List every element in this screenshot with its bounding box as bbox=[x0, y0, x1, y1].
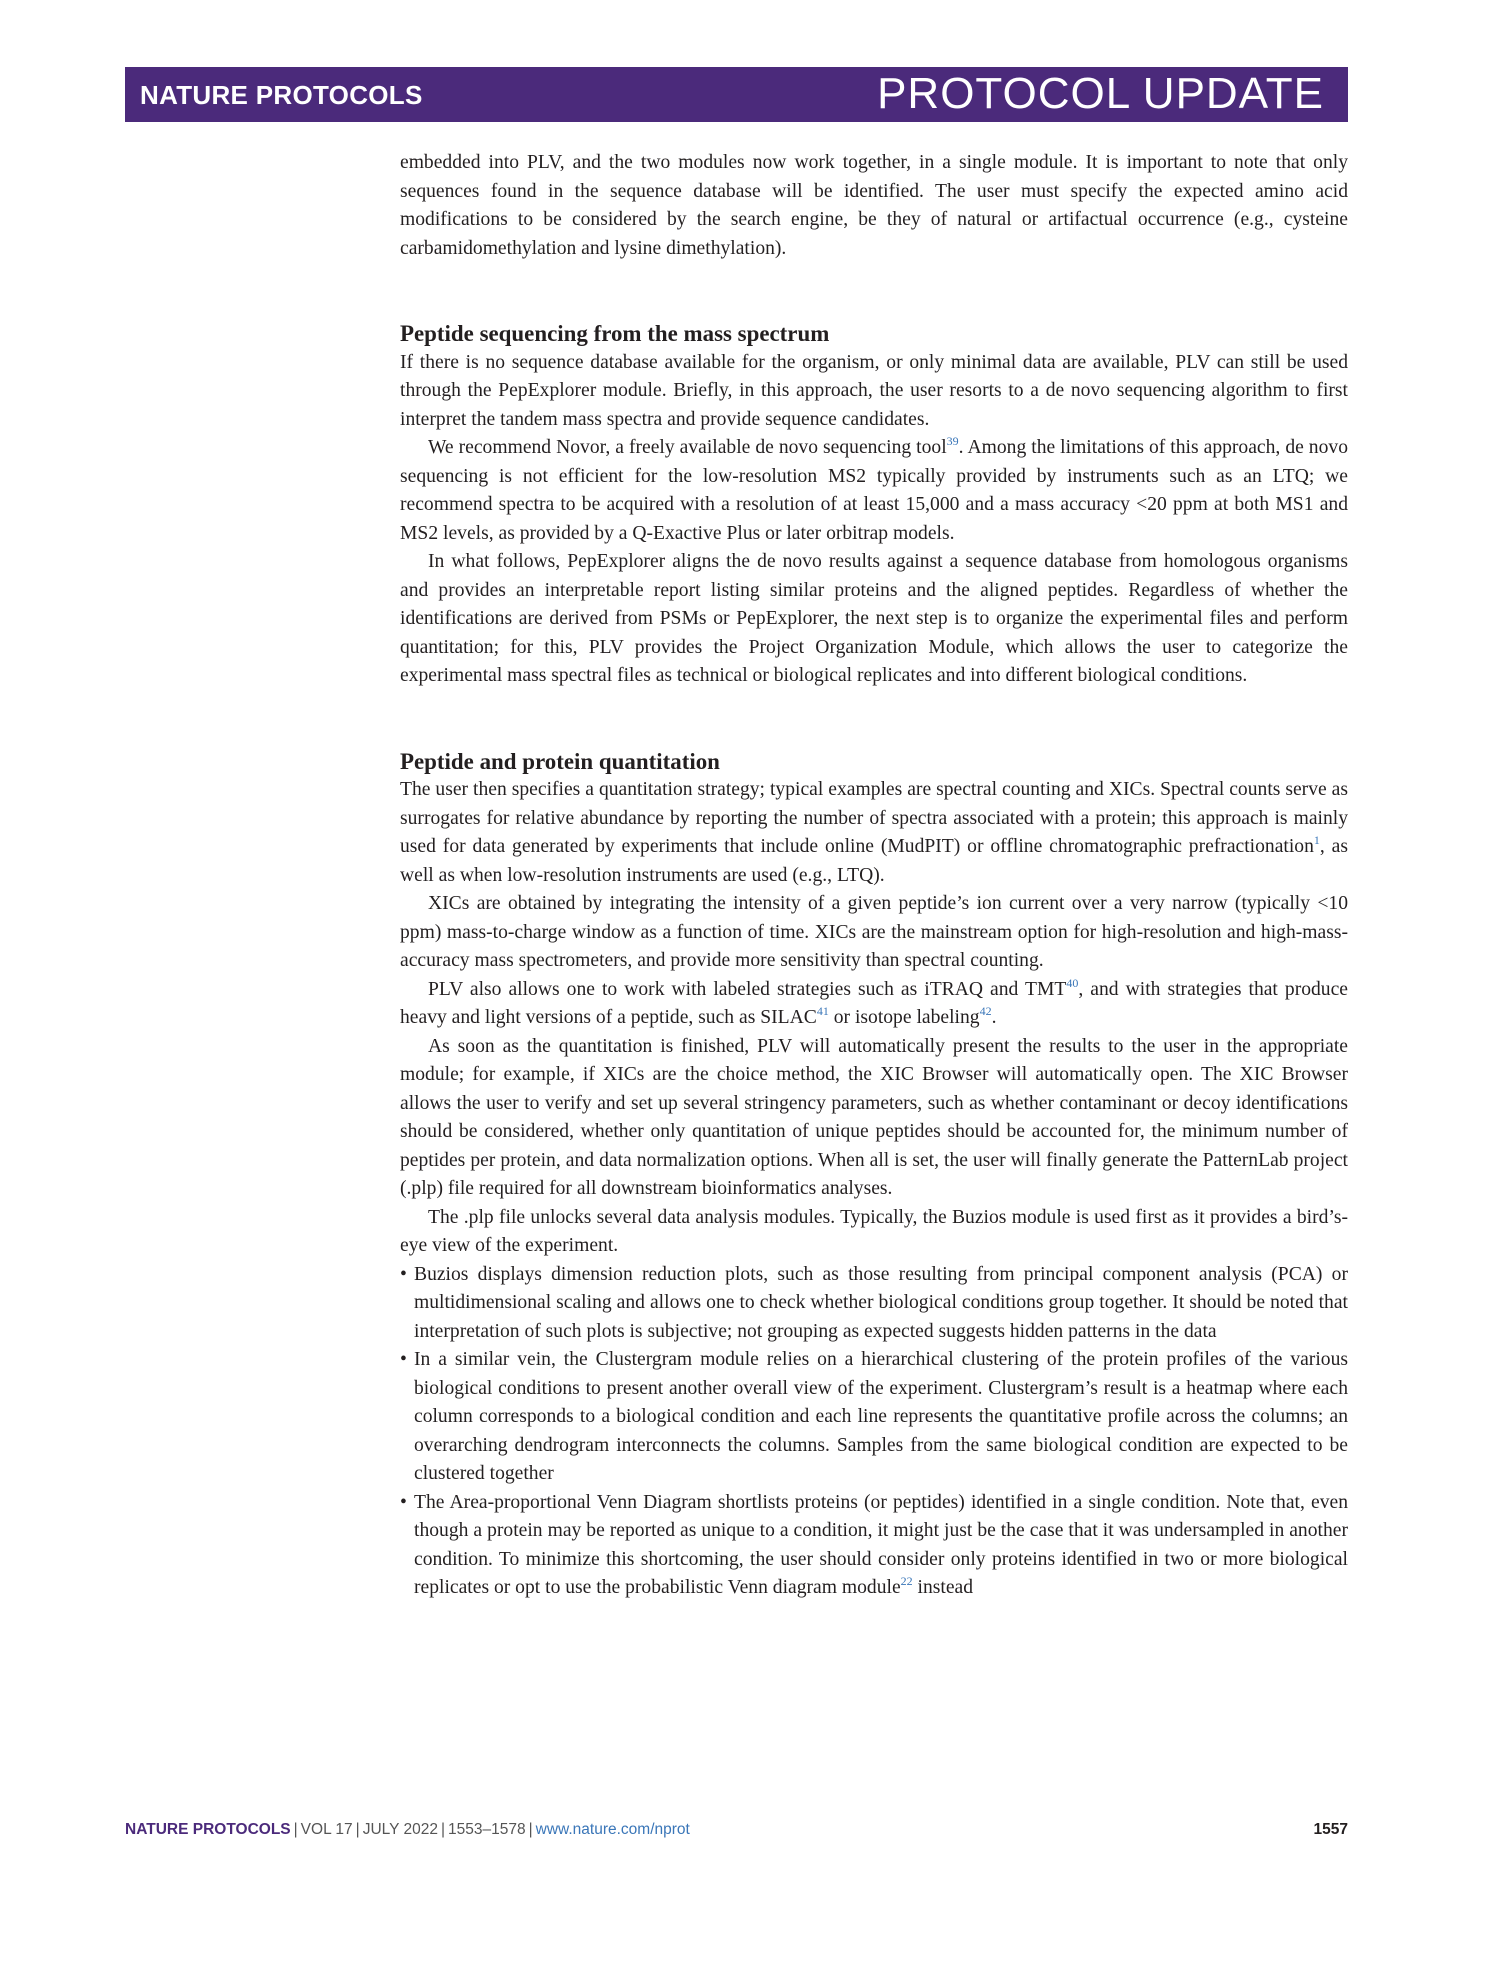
paragraph bbox=[400, 976, 1348, 1033]
footer-separator: | bbox=[355, 1821, 360, 1838]
header-bar bbox=[125, 67, 1348, 122]
reference-link[interactable]: 22 bbox=[900, 1574, 913, 1588]
article-type: PROTOCOL UPDATE bbox=[877, 69, 1324, 118]
paragraph: In what follows, PepExplorer aligns the de novo results against a sequence database from homologous organisms and provides an interpretable report listing similar proteins and the aligned peptides. Regardless of whether the identifications are derived from PSMs or PepExplorer, the next step is to organize the experimental files and perform quantitation; for this, PLV provides the Project Organization Module, which allows the user to categorize the experimental mass spectral files as technical or biological replicates and into different biological conditions. bbox=[400, 551, 1348, 686]
reference-link[interactable]: 42 bbox=[979, 1004, 992, 1018]
list-item: • Buzios displays dimension reduction plots, such as those resulting from principal component analysis (PCA) or multidimensional scaling and allows one to check whether biological conditions group together. It should be noted that interpretation of such plots is subjective; not grouping as expected suggests hidden patterns in the data bbox=[400, 1261, 1348, 1347]
paragraph-text: . bbox=[991, 1007, 997, 1028]
paragraph-text: The user then specifies a quantitation strategy; typical examples are spectral counting and XICs. Spectral counts serve as surrogates for relative abundance by reporting the number of spectra associated with a protein; this approach is mainly used for data generated by experiments that include online (MudPIT) or offline chromatographic prefractionation bbox=[400, 779, 1348, 857]
section-heading-quantitation: Peptide and protein quantitation bbox=[400, 748, 720, 774]
footer-url-link[interactable]: www.nature.com/nprot bbox=[535, 1821, 690, 1838]
paragraph: XICs are obtained by integrating the intensity of a given peptide’s ion current over a very narrow (typically <10 ppm) mass-to-charge window as a function of time. XICs are the mainstream option for high-resolution and high-mass-accuracy mass spectrometers, and provide more sensitivity than spectral counting. bbox=[400, 893, 1348, 971]
intro-paragraph: embedded into PLV, and the two modules now work together, in a single module. It is important to note that only sequences found in the sequence database will be identified. The user must specify the expected amino acid modifications to be considered by the search engine, be they of natural or artifactual occurrence (e.g., cysteine carbamidomethylation and lysine dimethylation). bbox=[400, 152, 1348, 259]
list-item-text: The Area-proportional Venn Diagram shortlists proteins (or peptides) identified in a single condition. Note that, even though a protein may be reported as unique to a condition, it might just be the case that it was undersampled in another condition. To minimize this shortcoming, the user should consider only proteins identified in two or more biological replicates or opt to use the probabilistic Venn diagram module bbox=[414, 1491, 1348, 1598]
paragraph-text: or isotope labeling bbox=[828, 1007, 980, 1028]
reference-link[interactable]: 1 bbox=[1313, 833, 1320, 847]
paragraph-text: , and with strategies that produce heavy and light versions of a peptide, such as SILAC bbox=[400, 978, 1349, 1028]
footer-volume: VOL 17 bbox=[300, 1821, 353, 1838]
footer-citation bbox=[125, 1821, 690, 1839]
footer-journal: NATURE PROTOCOLS bbox=[125, 1821, 291, 1838]
paragraph: If there is no sequence database available for the organism, or only minimal data are available, PLV can still be used through the PepExplorer module. Briefly, in this approach, the user resorts to a de novo sequencing algorithm to first interpret the tandem mass spectra and provide sequence candidates. bbox=[400, 351, 1348, 430]
paragraph-text: . Among the limitations of this approach, de novo sequencing is not efficient for the low-resolution MS2 typically provided by instruments such as an LTQ; we recommend spectra to be acquired with a resolution of at least 15,000 and a mass accuracy <20 ppm at both MS1 and MS2 levels, as provided by a Q-Exactive Plus or later orbitrap models. bbox=[400, 437, 1348, 544]
paragraph: The .plp file unlocks several data analysis modules. Typically, the Buzios module is used first as it provides a bird’s-eye view of the experiment. bbox=[400, 1206, 1348, 1256]
page-number: 1557 bbox=[1313, 1821, 1348, 1838]
section-gap bbox=[400, 263, 1348, 320]
page-footer bbox=[125, 1821, 1348, 1845]
article-body bbox=[400, 149, 1348, 1603]
journal-name: NATURE PROTOCOLS bbox=[140, 80, 423, 110]
list-item: • In a similar vein, the Clustergram module relies on a hierarchical clustering of the protein profiles of the various biological conditions to present another overall view of the experiment. Clustergram’s result is a heatmap where each column corresponds to a biological condition and each line represents the quantitative profile across the columns; an overarching dendrogram interconnects the columns. Samples from the same biological condition are expected to be clustered together bbox=[400, 1346, 1348, 1489]
footer-separator: | bbox=[440, 1821, 445, 1838]
bullet-list bbox=[400, 1261, 1348, 1603]
section-gap bbox=[400, 691, 1348, 748]
paragraph-text: We recommend Novor, a freely available de novo sequencing tool bbox=[428, 437, 947, 458]
footer-date: JULY 2022 bbox=[362, 1821, 438, 1838]
footer-separator: | bbox=[293, 1821, 298, 1838]
paragraph-text: PLV also allows one to work with labeled strategies such as iTRAQ and TMT bbox=[428, 978, 1067, 1000]
paragraph-text: , as well as when low-resolution instruments are used (e.g., LTQ). bbox=[400, 836, 1348, 886]
paragraph bbox=[400, 776, 1348, 890]
list-item-text: instead bbox=[912, 1577, 974, 1598]
footer-pages: 1553–1578 bbox=[448, 1821, 526, 1838]
paragraph bbox=[400, 434, 1348, 548]
reference-link[interactable]: 39 bbox=[946, 434, 959, 448]
reference-link[interactable]: 40 bbox=[1066, 975, 1079, 990]
reference-link[interactable]: 41 bbox=[816, 1004, 829, 1018]
section-heading-peptide-sequencing: Peptide sequencing from the mass spectrum bbox=[400, 321, 830, 346]
footer-separator: | bbox=[528, 1821, 533, 1838]
paragraph: As soon as the quantitation is finished, PLV will automatically present the results to the user in the appropriate module; for example, if XICs are the choice method, the XIC Browser will automatically open. The XIC Browser allows the user to verify and set up several stringency parameters, such as whether contaminant or decoy identifications should be considered, whether only quantitation of unique peptides should be accounted for, the minimum number of peptides per protein, and data normalization options. When all is set, the user will finally generate the PatternLab project (.plp) file required for all downstream bioinformatics analyses. bbox=[400, 1035, 1348, 1199]
list-item bbox=[400, 1489, 1348, 1603]
